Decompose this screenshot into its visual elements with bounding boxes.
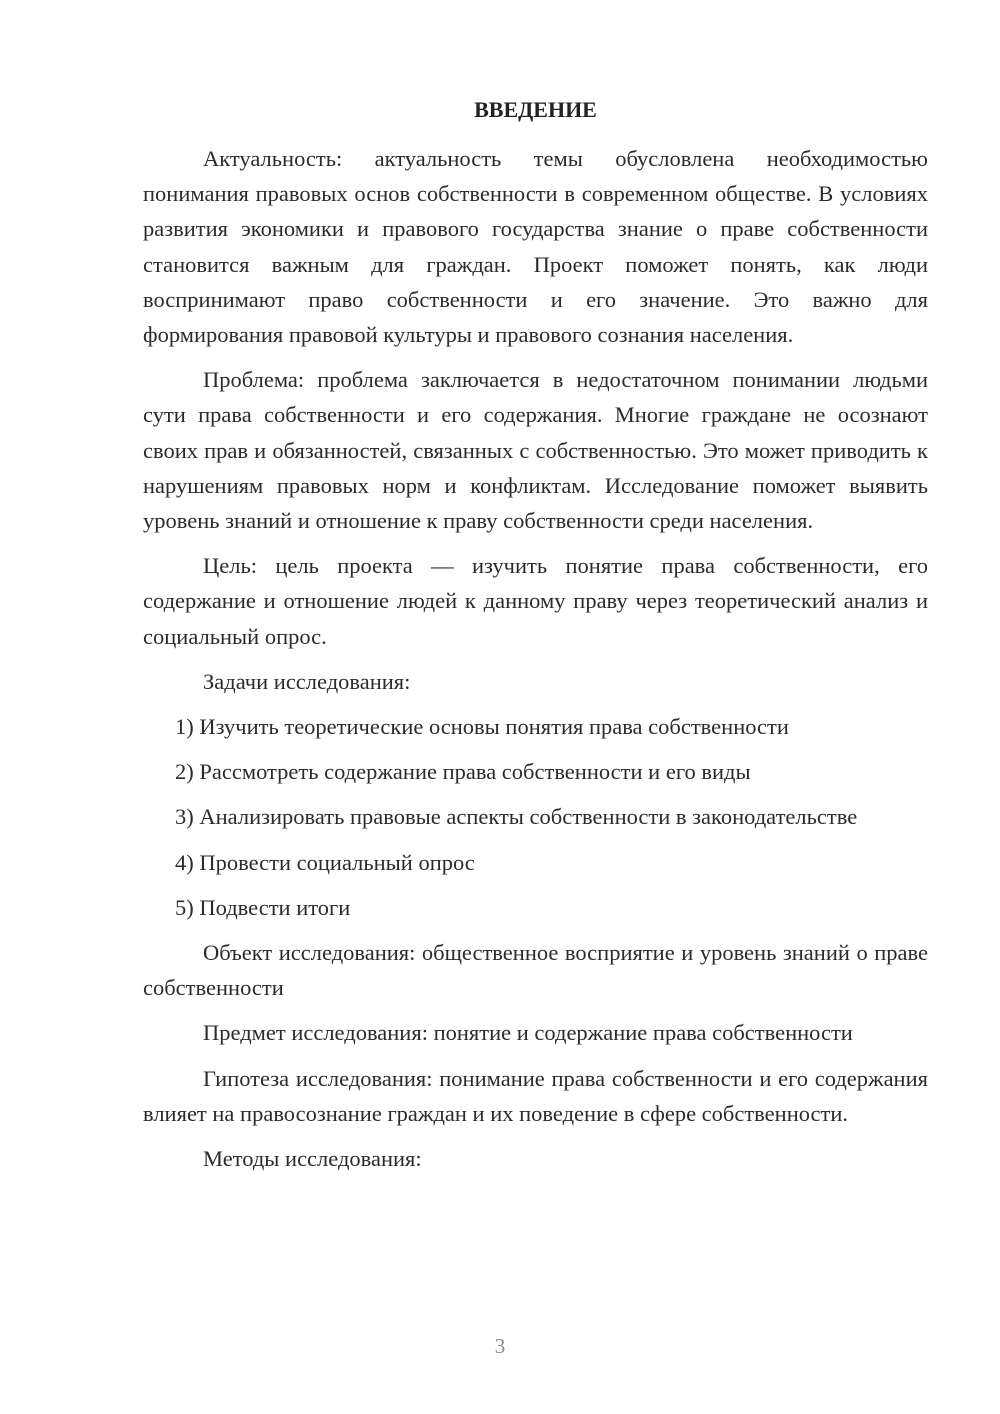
page-title: ВВЕДЕНИЕ: [474, 97, 597, 122]
task-item-4: 4) Провести социальный опрос: [175, 849, 475, 875]
task-item-3: 3) Анализировать правовые аспекты собственности в законодательстве: [175, 804, 858, 830]
page-content: [143, 95, 928, 1186]
paragraph-goal: Цель: цель проекта — изучить понятие права собственности, его содержание и отношение людей к данному праву через теоретический анализ и социальный опрос.: [143, 553, 928, 649]
task-item-5: 5) Подвести итоги: [175, 894, 351, 920]
paragraph-object: Объект исследования: общественное восприятие и уровень знаний о праве собственности: [143, 940, 928, 1001]
paragraph-hypothesis: Гипотеза исследования: понимание права собственности и его содержания влияет на правосознание граждан и их поведение в сфере собственности.: [143, 1065, 928, 1126]
paragraph-subject: Предмет исследования: понятие и содержание права собственности: [203, 1020, 853, 1046]
task-item-2: 2) Рассмотреть содержание права собственности и его виды: [175, 759, 751, 785]
paragraph-relevance: Актуальность: актуальность темы обусловлена необходимостью понимания правовых основ собственности в современном обществе. В условиях развития экономики и правового государства знание о праве собственности становится важным для граждан. Проект поможет понять, как люди воспринимают право собственности и его значение. Это важно для формирования правовой культуры и правового сознания населения.: [143, 146, 928, 348]
tasks-heading: Задачи исследования:: [203, 668, 411, 694]
task-item-1: 1) Изучить теоретические основы понятия права собственности: [175, 714, 789, 740]
paragraph-problem: Проблема: проблема заключается в недостаточном понимании людьми сути права собственности и его содержания. Многие граждане не осознают своих прав и обязанностей, связанных с собственностью. Это может приводить к нарушениям правовых норм и конфликтам. Исследование поможет выявить уровень знаний и отношение к праву собственности среди населения.: [143, 367, 928, 534]
methods-heading: Методы исследования:: [203, 1146, 422, 1172]
page-number: 3: [494, 1334, 506, 1358]
